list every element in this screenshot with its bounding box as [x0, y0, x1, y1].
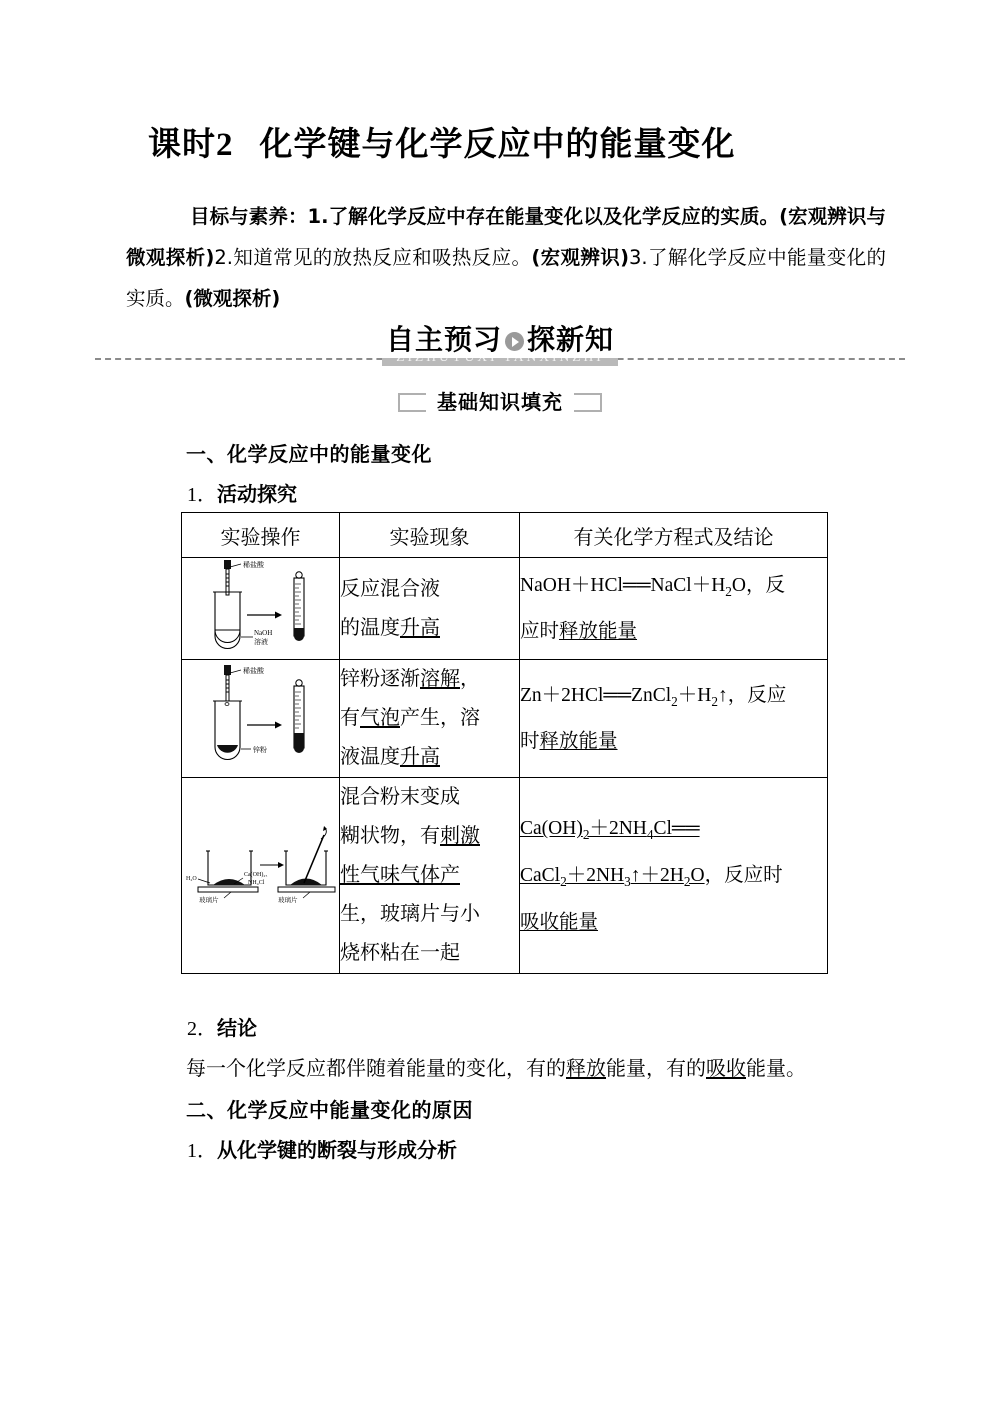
page-title-main: 化学键与化学反应中的能量变化	[259, 124, 736, 163]
objectives-item-1: 1.了解化学反应中存在能量变化以及化学反应的实质。	[307, 205, 780, 228]
figure-cell-caoh2-nh4cl	[182, 778, 340, 974]
equation-1-line1: $NaOH+HCl══NaCl+H_2O$，反	[520, 574, 786, 599]
equation-cell-1	[520, 558, 828, 660]
naoh-hcl-test-tube-figure	[191, 558, 331, 654]
table-row	[182, 558, 828, 660]
page-title	[148, 118, 736, 165]
svg-text:NH₄Cl: NH₄Cl	[247, 880, 264, 886]
conclusion-pre: 每一个化学反应都伴随着能量的变化，有的	[186, 1058, 566, 1080]
objectives-item-3: 3.了解化学反应中能量变化的实质。	[126, 246, 886, 310]
heading-2-1	[187, 1134, 457, 1163]
svg-text:锌粉: 锌粉	[252, 746, 267, 754]
phenomenon-2-line1-pre: 锌粉逐渐	[340, 668, 420, 690]
objectives-item-2-tag: (宏观辨识)	[531, 246, 629, 269]
heading-1-1-text: 活动探究	[217, 482, 297, 506]
table-header-row	[182, 513, 828, 558]
svg-text:Ca(OH)₂、: Ca(OH)₂、	[243, 872, 271, 878]
table-row	[182, 778, 828, 974]
table-row	[182, 660, 828, 778]
objectives-item-2: 2.知道常见的放热反应和吸热反应。	[214, 246, 532, 269]
page-title-number: 2	[216, 127, 234, 163]
heading-1-2-number: 2．	[187, 1018, 217, 1040]
subsection-header	[0, 386, 1000, 415]
equation-1-blank: 释放能量	[559, 621, 638, 643]
equation-3-blank-3: 吸收能量	[520, 911, 599, 933]
phenomenon-3-line5: 烧杯粘在一起	[340, 942, 460, 964]
svg-text:H₂O: H₂O	[185, 876, 197, 882]
phenomenon-2-line2-pre: 有	[340, 707, 360, 729]
figure-cell-naoh-hcl	[182, 558, 340, 660]
phenomenon-2-line1-post: ，	[460, 668, 480, 690]
conclusion-post: 能量。	[746, 1058, 806, 1080]
heading-1-1	[187, 478, 297, 507]
circled-play-arrow-icon	[505, 332, 524, 351]
svg-text:溶液: 溶液	[253, 638, 268, 646]
banner-title-left: 自主预习	[385, 323, 502, 356]
bracket-right-decoration	[574, 393, 602, 412]
equation-cell-3	[520, 778, 828, 974]
svg-text:稀盐酸: 稀盐酸	[242, 561, 264, 569]
section-banner	[0, 318, 1000, 372]
equation-2-blank: 释放能量	[539, 731, 618, 753]
caoh2-nh4cl-beaker-figure	[186, 823, 336, 923]
page-title-label: 课时	[148, 124, 216, 163]
phenomenon-3-blank-1: 刺激	[440, 825, 480, 847]
heading-1-1-number: 1．	[187, 484, 217, 506]
svg-text:玻璃片: 玻璃片	[277, 896, 297, 904]
phenomenon-2-blank-3: 升高	[400, 746, 440, 768]
equation-3-blank-2: $CaCl_2+2NH_3↑+2H_2O$	[520, 865, 705, 889]
phenomenon-2-line2-post: 产生，溶	[400, 707, 480, 729]
phenomenon-2-blank-1: 溶解	[420, 668, 460, 690]
conclusion-blank-2: 吸收	[706, 1058, 746, 1080]
heading-2-1-number: 1．	[187, 1140, 217, 1162]
heading-section-one: 一、化学反应中的能量变化	[186, 442, 432, 466]
equation-cell-2	[520, 660, 828, 778]
objectives-paragraph	[126, 196, 886, 319]
heading-1-2	[187, 1012, 257, 1041]
svg-text:玻璃片: 玻璃片	[198, 896, 218, 904]
equation-2-line1: $Zn+2HCl══ZnCl_2+H_2↑$，反应	[520, 684, 787, 709]
table-header-operation: 实验操作	[182, 513, 340, 558]
heading-1-2-text: 结论	[217, 1016, 257, 1040]
phenomenon-1-blank: 升高	[400, 616, 440, 639]
heading-2-1-text: 从化学键的断裂与形成分析	[217, 1138, 457, 1162]
phenomenon-3-line4: 生，玻璃片与小	[340, 903, 480, 925]
conclusion-paragraph	[186, 1052, 806, 1081]
bracket-left-decoration	[398, 393, 426, 412]
svg-text:NaOH: NaOH	[253, 629, 272, 637]
phenomenon-cell-3	[340, 778, 520, 974]
experiment-table	[181, 512, 828, 974]
phenomenon-cell-1	[340, 558, 520, 660]
subsection-header-text: 基础知识填充	[432, 390, 568, 414]
equation-2-line2-pre: 时	[520, 731, 540, 753]
equation-3-line2-post: ，反应时	[704, 865, 783, 886]
phenomenon-3-line1: 混合粉末变成	[340, 786, 460, 808]
phenomenon-1-line1: 反应混合液	[340, 577, 440, 600]
conclusion-mid: 能量，有的	[606, 1058, 706, 1080]
phenomenon-2-blank-2: 气泡	[360, 707, 400, 729]
objectives-label: 目标与素养：	[190, 205, 308, 228]
zinc-hcl-test-tube-figure	[191, 661, 331, 771]
phenomenon-3-blank-2: 性气味气体产	[340, 864, 460, 886]
heading-section-two: 二、化学反应中能量变化的原因	[186, 1098, 473, 1122]
svg-text:稀盐酸: 稀盐酸	[242, 667, 264, 675]
banner-title-right: 探新知	[527, 323, 615, 356]
objectives-item-3-tag: (微观探析)	[184, 287, 281, 310]
table-header-phenomenon: 实验现象	[340, 513, 520, 558]
phenomenon-2-line3-pre: 液温度	[340, 746, 400, 768]
figure-cell-zinc-hcl	[182, 660, 340, 778]
banner-title	[382, 318, 618, 358]
phenomenon-3-line2-pre: 糊状物，有	[340, 825, 440, 847]
equation-3-blank-1: $Ca(OH)_2+2NH_4Cl══$	[520, 818, 700, 842]
table-header-equation: 有关化学方程式及结论	[520, 513, 828, 558]
phenomenon-1-line2-pre: 的温度	[340, 616, 400, 639]
equation-1-line2-pre: 应时	[520, 621, 560, 643]
conclusion-blank-1: 释放	[566, 1058, 606, 1080]
objectives-item-1-tag: (宏观辨识与微观探析)	[126, 205, 886, 269]
phenomenon-cell-2	[340, 660, 520, 778]
